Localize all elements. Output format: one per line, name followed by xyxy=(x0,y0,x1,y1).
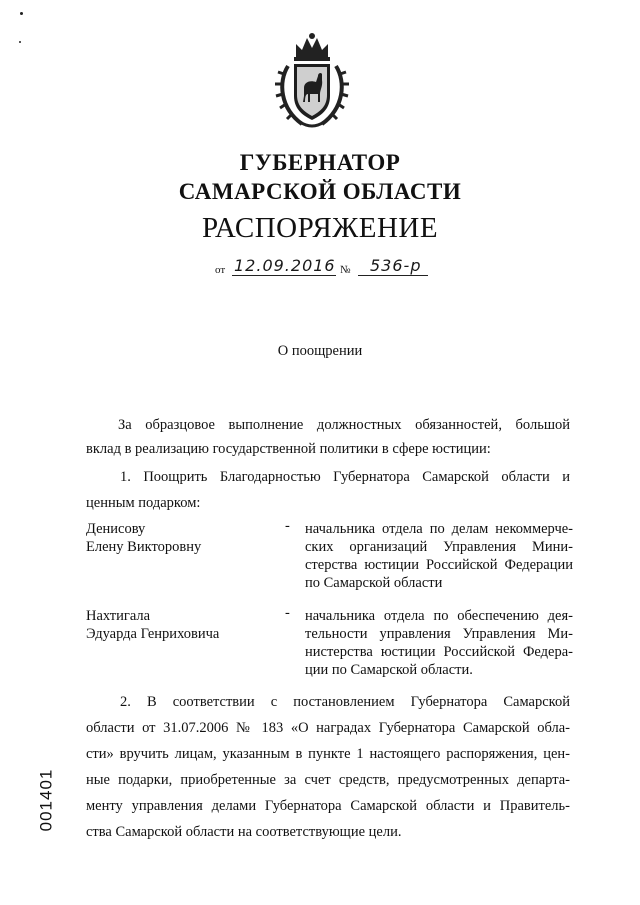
awardee-name xyxy=(86,520,201,556)
date-underline xyxy=(232,275,336,276)
date-value: 12.09.2016 xyxy=(234,256,336,275)
date-number-line xyxy=(210,256,440,280)
awardee-position xyxy=(305,520,573,592)
item2-paragraph-cont xyxy=(86,716,570,846)
position-line: ских организаций Управления Мини- xyxy=(305,539,573,555)
number-value: 536-р xyxy=(370,256,422,275)
registration-stamp xyxy=(30,770,60,830)
item1-paragraph-cont xyxy=(86,491,570,515)
number-label: № xyxy=(340,264,351,276)
intro-line: вклад в реализацию государственной политики в сфере юстиции: xyxy=(86,441,491,457)
position-line: нистерства юстиции Российской Федера- xyxy=(305,644,573,660)
issuer-title-line1: ГУБЕРНАТОР xyxy=(239,150,401,175)
scan-speck xyxy=(19,41,21,43)
awardee-dash: - xyxy=(285,605,290,621)
position-line: начальника отдела по делам некоммерче- xyxy=(305,521,573,537)
awardee-surname: Нахтигала xyxy=(86,608,151,624)
item2-line: сти» вручить лицам, указанным в пункте 1 настоящего распоряжения, цен- xyxy=(86,746,570,762)
stamp-number: 001401 xyxy=(36,768,56,832)
item1-line: 1. Поощрить Благодарностью Губернатора Самарской области и xyxy=(120,469,570,485)
item2-line: менту управления делами Губернатора Самарской области и Правитель- xyxy=(86,798,570,814)
intro-line: За образцовое выполнение должностных обязанностей, большой xyxy=(118,417,570,433)
item2-paragraph xyxy=(120,690,570,714)
awardee-given-names: Эдуарда Генриховича xyxy=(86,626,220,642)
item2-line: 2. В соответствии с постановлением Губернатора Самарской xyxy=(120,694,570,710)
scan-speck xyxy=(20,12,23,15)
position-line: по Самарской области xyxy=(305,575,443,591)
position-line: стерства юстиции Российской Федерации xyxy=(305,557,573,573)
awardee-dash: - xyxy=(285,518,290,534)
position-line: тельности управления Управления Ми- xyxy=(305,626,573,642)
intro-paragraph xyxy=(118,413,570,437)
intro-paragraph-cont xyxy=(86,437,570,461)
item1-line: ценным подарком: xyxy=(86,495,201,511)
number-underline xyxy=(358,275,428,276)
item2-line: ные подарки, приобретенные за счет средств, предусмотренных департа- xyxy=(86,772,570,788)
document-type: РАСПОРЯЖЕНИЕ xyxy=(201,212,439,244)
issuer-title-line2: САМАРСКОЙ ОБЛАСТИ xyxy=(178,179,462,204)
document-subject: О поощрении xyxy=(277,343,363,359)
item2-line: области от 31.07.2006 № 183 «О наградах Губернатора Самарской обла- xyxy=(86,720,570,736)
position-line: начальника отдела по обеспечению дея- xyxy=(305,608,573,624)
date-label: от xyxy=(215,264,226,276)
awardee-given-names: Елену Викторовну xyxy=(86,539,202,555)
position-line: ции по Самарской области. xyxy=(305,662,473,678)
awardee-surname: Денисову xyxy=(86,521,146,537)
samara-coat-of-arms-icon xyxy=(274,30,350,130)
item2-line: ства Самарской области на соответствующие цели. xyxy=(86,824,402,840)
item1-paragraph xyxy=(120,465,570,489)
awardee-position xyxy=(305,607,573,679)
awardee-name xyxy=(86,607,219,643)
